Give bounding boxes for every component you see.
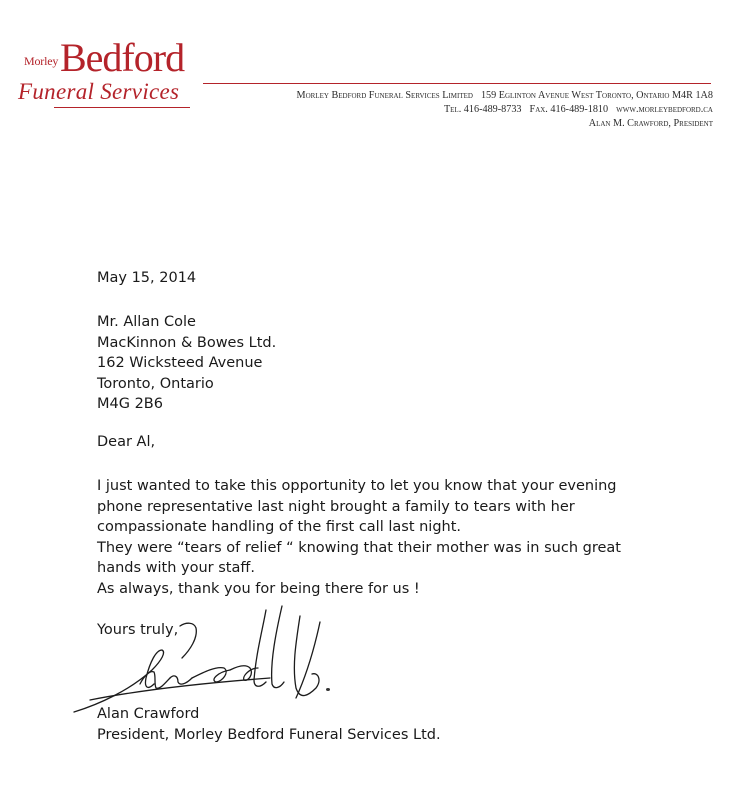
recipient-name: Mr. Allan Cole bbox=[97, 314, 196, 330]
logo-bedford-text: Bedford bbox=[60, 35, 185, 80]
handwritten-signature bbox=[70, 592, 370, 722]
letter-body bbox=[97, 476, 621, 599]
letterhead-address: 159 Eglinton Avenue West Toronto, Ontario M4R 1A8 bbox=[480, 90, 713, 101]
body-line: I just wanted to take this opportunity to let you know that your evening bbox=[97, 478, 617, 494]
body-line: As always, thank you for being there for us ! bbox=[97, 580, 420, 597]
recipient-city: Toronto, Ontario bbox=[97, 375, 214, 392]
closing: Yours truly, bbox=[97, 622, 179, 638]
signer-name: Alan Crawford bbox=[97, 706, 200, 722]
letterhead-president: Alan M. Crawford, President bbox=[588, 118, 713, 129]
recipient-company: MacKinnon & Bowes Ltd. bbox=[97, 334, 277, 351]
signature-dot bbox=[326, 688, 330, 691]
body-line: hands with your staff. bbox=[97, 560, 255, 576]
company-logo bbox=[14, 35, 194, 112]
body-line: compassionate handling of the first call last night. bbox=[97, 519, 462, 535]
letterhead-fax: Fax. 416-489-1810 bbox=[529, 104, 609, 115]
recipient-street: 162 Wicksteed Avenue bbox=[97, 355, 263, 371]
body-line: They were “tears of relief “ knowing that their mother was in such great bbox=[97, 539, 621, 556]
logo-morley-text: Morley bbox=[24, 54, 59, 68]
letterhead-website: www.morleybedford.ca bbox=[616, 104, 713, 115]
signature-block bbox=[97, 704, 441, 745]
letterhead-company-line bbox=[297, 90, 713, 101]
letterhead-company: Morley Bedford Funeral Services Limited bbox=[296, 90, 473, 101]
logo-funeral-services-text: Funeral Services bbox=[18, 79, 180, 104]
letter-date: May 15, 2014 bbox=[97, 270, 197, 286]
letterhead-rule bbox=[203, 83, 711, 84]
letterhead-tel: Tel. 416-489-8733 bbox=[443, 104, 522, 115]
recipient-postal-code: M4G 2B6 bbox=[97, 396, 163, 412]
letterhead-contact-line bbox=[444, 104, 713, 115]
signer-title: President, Morley Bedford Funeral Services Ltd. bbox=[97, 726, 441, 743]
logo-underline bbox=[54, 107, 190, 108]
recipient-address bbox=[97, 312, 276, 415]
salutation: Dear Al, bbox=[97, 434, 156, 450]
body-line: phone representative last night brought a family to tears with her bbox=[97, 498, 575, 515]
